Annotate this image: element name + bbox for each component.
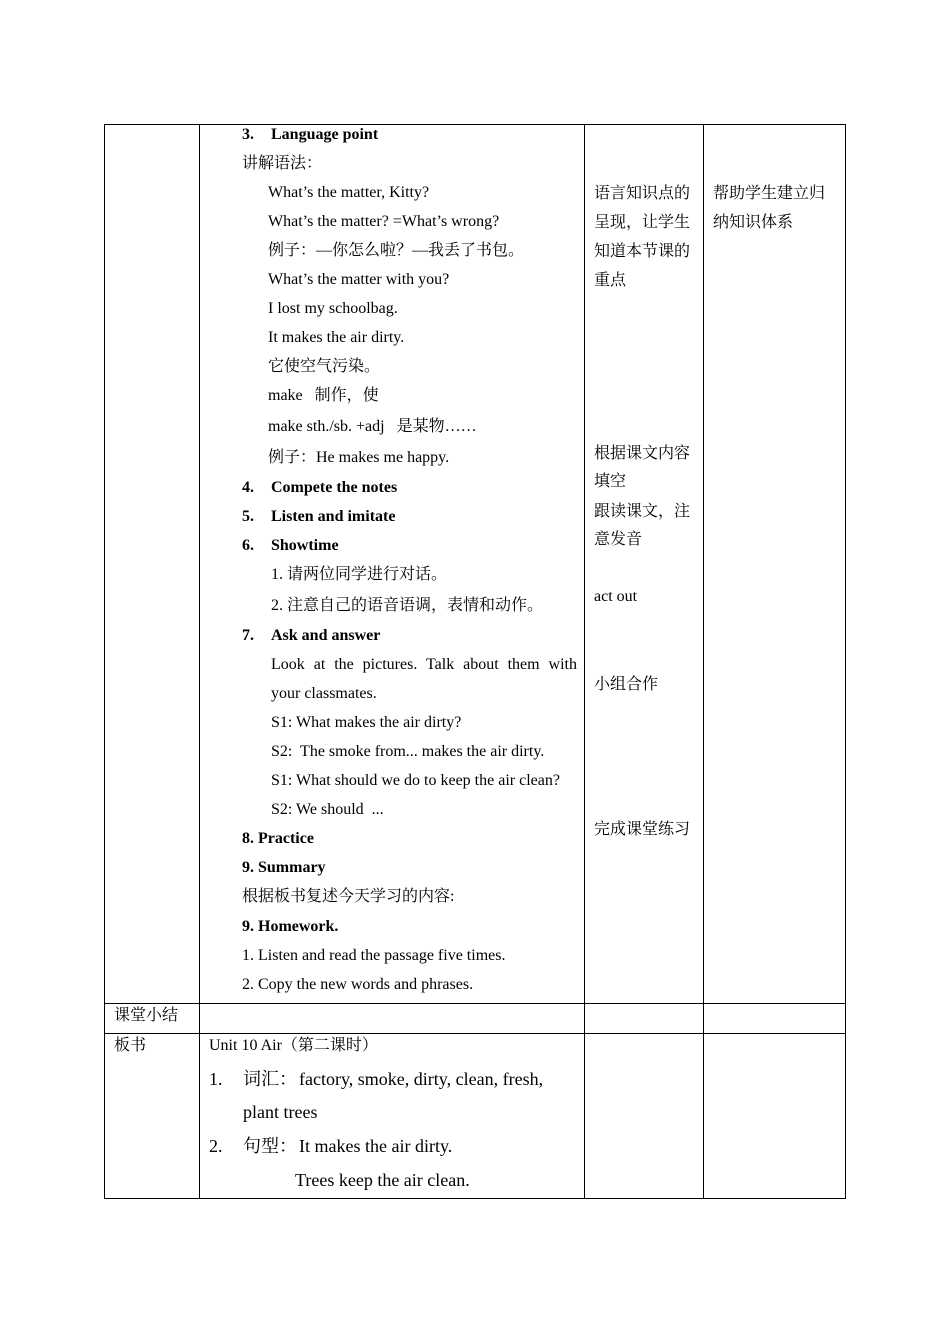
activity-text: 根据课文内容	[594, 445, 691, 462]
activity-text: 填空	[594, 473, 627, 490]
item-number: 3.	[242, 126, 254, 143]
blackboard-number: 2.	[209, 1136, 223, 1156]
blackboard-title: Unit 10 Air（第二课时）	[209, 1037, 378, 1054]
procedure-text: What’s the matter, Kitty?	[268, 184, 430, 201]
procedure-text: your classmates.	[271, 685, 377, 702]
activity-text: 知道本节课的	[594, 243, 691, 260]
blackboard-text: plant trees	[243, 1102, 318, 1122]
procedure-text: make sth./sb. +adj 是某物……	[268, 418, 477, 435]
section-heading: Listen and imitate	[271, 508, 396, 525]
col-divider-3	[703, 124, 704, 1199]
blackboard-label: 句型：	[243, 1136, 297, 1156]
procedure-text: I lost my schoolbag.	[268, 300, 398, 317]
intent-text: 纳知识体系	[713, 214, 794, 231]
table-bottom-border	[104, 1198, 846, 1199]
procedure-text: S1: What makes the air dirty?	[271, 714, 462, 731]
summary-row-label: 课堂小结	[114, 1007, 179, 1024]
procedure-text: 1. Listen and read the passage five times.	[242, 947, 506, 964]
procedure-text: 2. 注意自己的语音语调，表情和动作。	[271, 597, 544, 614]
procedure-text: Look at the pictures. Talk about them with	[271, 656, 577, 673]
blackboard-text: factory, smoke, dirty, clean, fresh,	[299, 1069, 544, 1089]
section-heading: Showtime	[271, 537, 339, 554]
intent-text: 帮助学生建立归	[713, 185, 826, 202]
blackboard-text: It makes the air dirty.	[299, 1136, 453, 1156]
procedure-text: S2: The smoke from... makes the air dirty.	[271, 743, 545, 760]
blackboard-number: 1.	[209, 1069, 223, 1089]
section-heading: 9. Homework.	[242, 918, 339, 935]
blackboard-text: Trees keep the air clean.	[295, 1170, 470, 1190]
blackboard-row-label: 板书	[114, 1037, 147, 1054]
activity-text: 意发音	[594, 531, 643, 548]
col-divider-1	[199, 124, 200, 1199]
procedure-text: make 制作，使	[268, 387, 379, 404]
procedure-text: What’s the matter with you?	[268, 271, 450, 288]
activity-text: 重点	[594, 272, 627, 289]
table-top-border	[104, 124, 846, 125]
section-heading: Ask and answer	[271, 627, 381, 644]
procedure-text: 2. Copy the new words and phrases.	[242, 976, 474, 993]
col-divider-2	[584, 124, 585, 1199]
procedure-text: It makes the air dirty.	[268, 329, 405, 346]
item-number: 6.	[242, 537, 254, 554]
col-divider-4	[845, 124, 846, 1199]
procedure-text: S1: What should we do to keep the air clean?	[271, 772, 560, 789]
activity-text: 呈现，让学生	[594, 214, 691, 231]
item-number: 5.	[242, 508, 254, 525]
section-heading: Compete the notes	[271, 479, 398, 496]
procedure-text: 根据板书复述今天学习的内容:	[242, 888, 455, 905]
row-divider-blackboard	[104, 1033, 846, 1034]
procedure-text: 它使空气污染。	[268, 358, 381, 375]
activity-text: 完成课堂练习	[594, 821, 691, 838]
blackboard-label: 词汇：	[243, 1069, 297, 1089]
activity-text: 语言知识点的	[594, 185, 691, 202]
procedure-text: 例子：—你怎么啦？—我丢了书包。	[268, 242, 525, 259]
col-divider-0	[104, 124, 105, 1199]
procedure-text: 1. 请两位同学进行对话。	[271, 566, 448, 583]
procedure-text: 例子：He makes me happy.	[268, 449, 450, 466]
procedure-text: S2: We should ...	[271, 801, 384, 818]
activity-text: 小组合作	[594, 676, 659, 693]
procedure-text: What’s the matter? =What’s wrong?	[268, 213, 500, 230]
item-number: 4.	[242, 479, 254, 496]
activity-text: act out	[594, 588, 638, 605]
section-heading: 8. Practice	[242, 830, 314, 847]
row-divider-summary	[104, 1003, 846, 1004]
section-heading: 9. Summary	[242, 859, 326, 876]
activity-text: 跟读课文，注	[594, 503, 691, 520]
procedure-text: 讲解语法：	[242, 155, 323, 172]
item-number: 7.	[242, 627, 254, 644]
section-heading: Language point	[271, 126, 379, 143]
